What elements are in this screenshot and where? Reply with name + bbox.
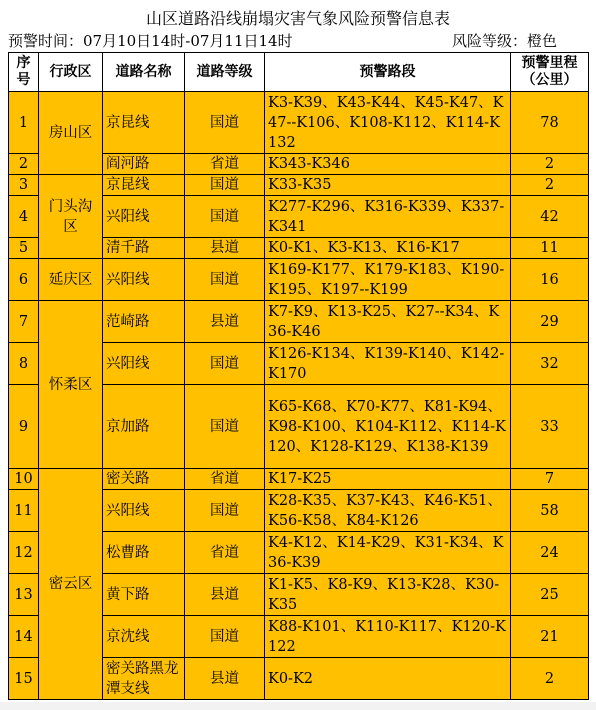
row-grade: 省道 xyxy=(185,532,265,574)
row-grade: 国道 xyxy=(185,92,265,154)
row-grade: 国道 xyxy=(185,490,265,532)
row-grade: 国道 xyxy=(185,385,265,469)
row-no: 11 xyxy=(9,490,39,532)
row-segments: K343-K346 xyxy=(265,154,511,175)
row-no: 4 xyxy=(9,196,39,238)
row-no: 3 xyxy=(9,175,39,196)
page-title: 山区道路沿线崩塌灾害气象风险预警信息表 xyxy=(145,9,450,28)
row-km: 24 xyxy=(511,532,589,574)
row-no: 9 xyxy=(9,385,39,469)
table-row xyxy=(9,175,589,196)
row-no: 12 xyxy=(9,532,39,574)
row-km: 42 xyxy=(511,196,589,238)
row-km: 32 xyxy=(511,343,589,385)
row-grade: 省道 xyxy=(185,154,265,175)
header-district: 行政区 xyxy=(39,53,103,92)
row-no: 6 xyxy=(9,259,39,301)
row-segments: K65-K68、K70-K77、K81-K94、K98-K100、K104-K112、K114-K120、K128-K129、K138-K139 xyxy=(265,385,511,469)
row-road: 阎河路 xyxy=(103,154,185,175)
row-km: 29 xyxy=(511,301,589,343)
row-segments: K0-K1、K3-K13、K16-K17 xyxy=(265,238,511,259)
row-segments: K33-K35 xyxy=(265,175,511,196)
row-road: 兴阳线 xyxy=(103,259,185,301)
row-segments: K88-K101、K110-K117、K120-K122 xyxy=(265,616,511,658)
row-segments: K1-K5、K8-K9、K13-K28、K30-K35 xyxy=(265,574,511,616)
row-segments: K17-K25 xyxy=(265,469,511,490)
district-fangshan: 房山区 xyxy=(39,92,103,175)
row-segments: K277-K296、K316-K339、K337-K341 xyxy=(265,196,511,238)
row-grade: 国道 xyxy=(185,616,265,658)
row-road: 黄下路 xyxy=(103,574,185,616)
row-km: 2 xyxy=(511,154,589,175)
row-road: 范崎路 xyxy=(103,301,185,343)
row-km: 16 xyxy=(511,259,589,301)
header-no: 序号 xyxy=(9,53,39,92)
warning-table xyxy=(8,52,589,700)
table-row xyxy=(9,469,589,490)
header-road-name: 道路名称 xyxy=(103,53,185,92)
district-yanqing: 延庆区 xyxy=(39,259,103,301)
row-grade: 县道 xyxy=(185,301,265,343)
row-segments: K0-K2 xyxy=(265,658,511,700)
row-grade: 县道 xyxy=(185,658,265,700)
row-segments: K169-K177、K179-K183、K190-K195、K197--K199 xyxy=(265,259,511,301)
row-no: 13 xyxy=(9,574,39,616)
row-segments: K28-K35、K37-K43、K46-K51、K56-K58、K84-K126 xyxy=(265,490,511,532)
table-row xyxy=(9,259,589,301)
header-mileage: 预警里程（公里） xyxy=(511,53,589,92)
header-segments: 预警路段 xyxy=(265,53,511,92)
row-km: 25 xyxy=(511,574,589,616)
row-segments: K4-K12、K14-K29、K31-K34、K36-K39 xyxy=(265,532,511,574)
row-road: 兴阳线 xyxy=(103,490,185,532)
row-road: 松曹路 xyxy=(103,532,185,574)
row-km: 7 xyxy=(511,469,589,490)
row-no: 10 xyxy=(9,469,39,490)
row-grade: 国道 xyxy=(185,196,265,238)
row-km: 33 xyxy=(511,385,589,469)
row-segments: K7-K9、K13-K25、K27--K34、K36-K46 xyxy=(265,301,511,343)
row-road: 京昆线 xyxy=(103,92,185,154)
row-km: 78 xyxy=(511,92,589,154)
row-no: 8 xyxy=(9,343,39,385)
table-row xyxy=(9,92,589,154)
page-bottom-edge xyxy=(0,702,596,710)
row-segments: K126-K134、K139-K140、K142-K170 xyxy=(265,343,511,385)
row-grade: 县道 xyxy=(185,574,265,616)
warning-time: 预警时间：07月10日14时-07月11日14时 xyxy=(8,32,293,50)
table-row xyxy=(9,301,589,343)
row-grade: 国道 xyxy=(185,175,265,196)
row-no: 7 xyxy=(9,301,39,343)
row-segments: K3-K39、K43-K44、K45-K47、K47--K106、K108-K112、K114-K132 xyxy=(265,92,511,154)
row-grade: 国道 xyxy=(185,259,265,301)
row-road: 清千路 xyxy=(103,238,185,259)
row-km: 21 xyxy=(511,616,589,658)
row-grade: 省道 xyxy=(185,469,265,490)
row-road: 京昆线 xyxy=(103,175,185,196)
row-grade: 县道 xyxy=(185,238,265,259)
row-km: 2 xyxy=(511,175,589,196)
row-no: 15 xyxy=(9,658,39,700)
row-road: 兴阳线 xyxy=(103,343,185,385)
row-km: 11 xyxy=(511,238,589,259)
row-km: 2 xyxy=(511,658,589,700)
row-no: 2 xyxy=(9,154,39,175)
header-road-grade: 道路等级 xyxy=(185,53,265,92)
district-mentougou: 门头沟区 xyxy=(39,175,103,259)
district-huairou: 怀柔区 xyxy=(39,301,103,469)
row-km: 58 xyxy=(511,490,589,532)
row-road: 京加路 xyxy=(103,385,185,469)
row-grade: 国道 xyxy=(185,343,265,385)
row-no: 5 xyxy=(9,238,39,259)
district-miyun: 密云区 xyxy=(39,469,103,700)
row-road: 密关路黑龙潭支线 xyxy=(103,658,185,700)
risk-level: 风险等级：橙色 xyxy=(452,32,558,50)
table-header xyxy=(9,53,589,92)
row-road: 京沈线 xyxy=(103,616,185,658)
row-road: 兴阳线 xyxy=(103,196,185,238)
row-road: 密关路 xyxy=(103,469,185,490)
row-no: 14 xyxy=(9,616,39,658)
row-no: 1 xyxy=(9,92,39,154)
